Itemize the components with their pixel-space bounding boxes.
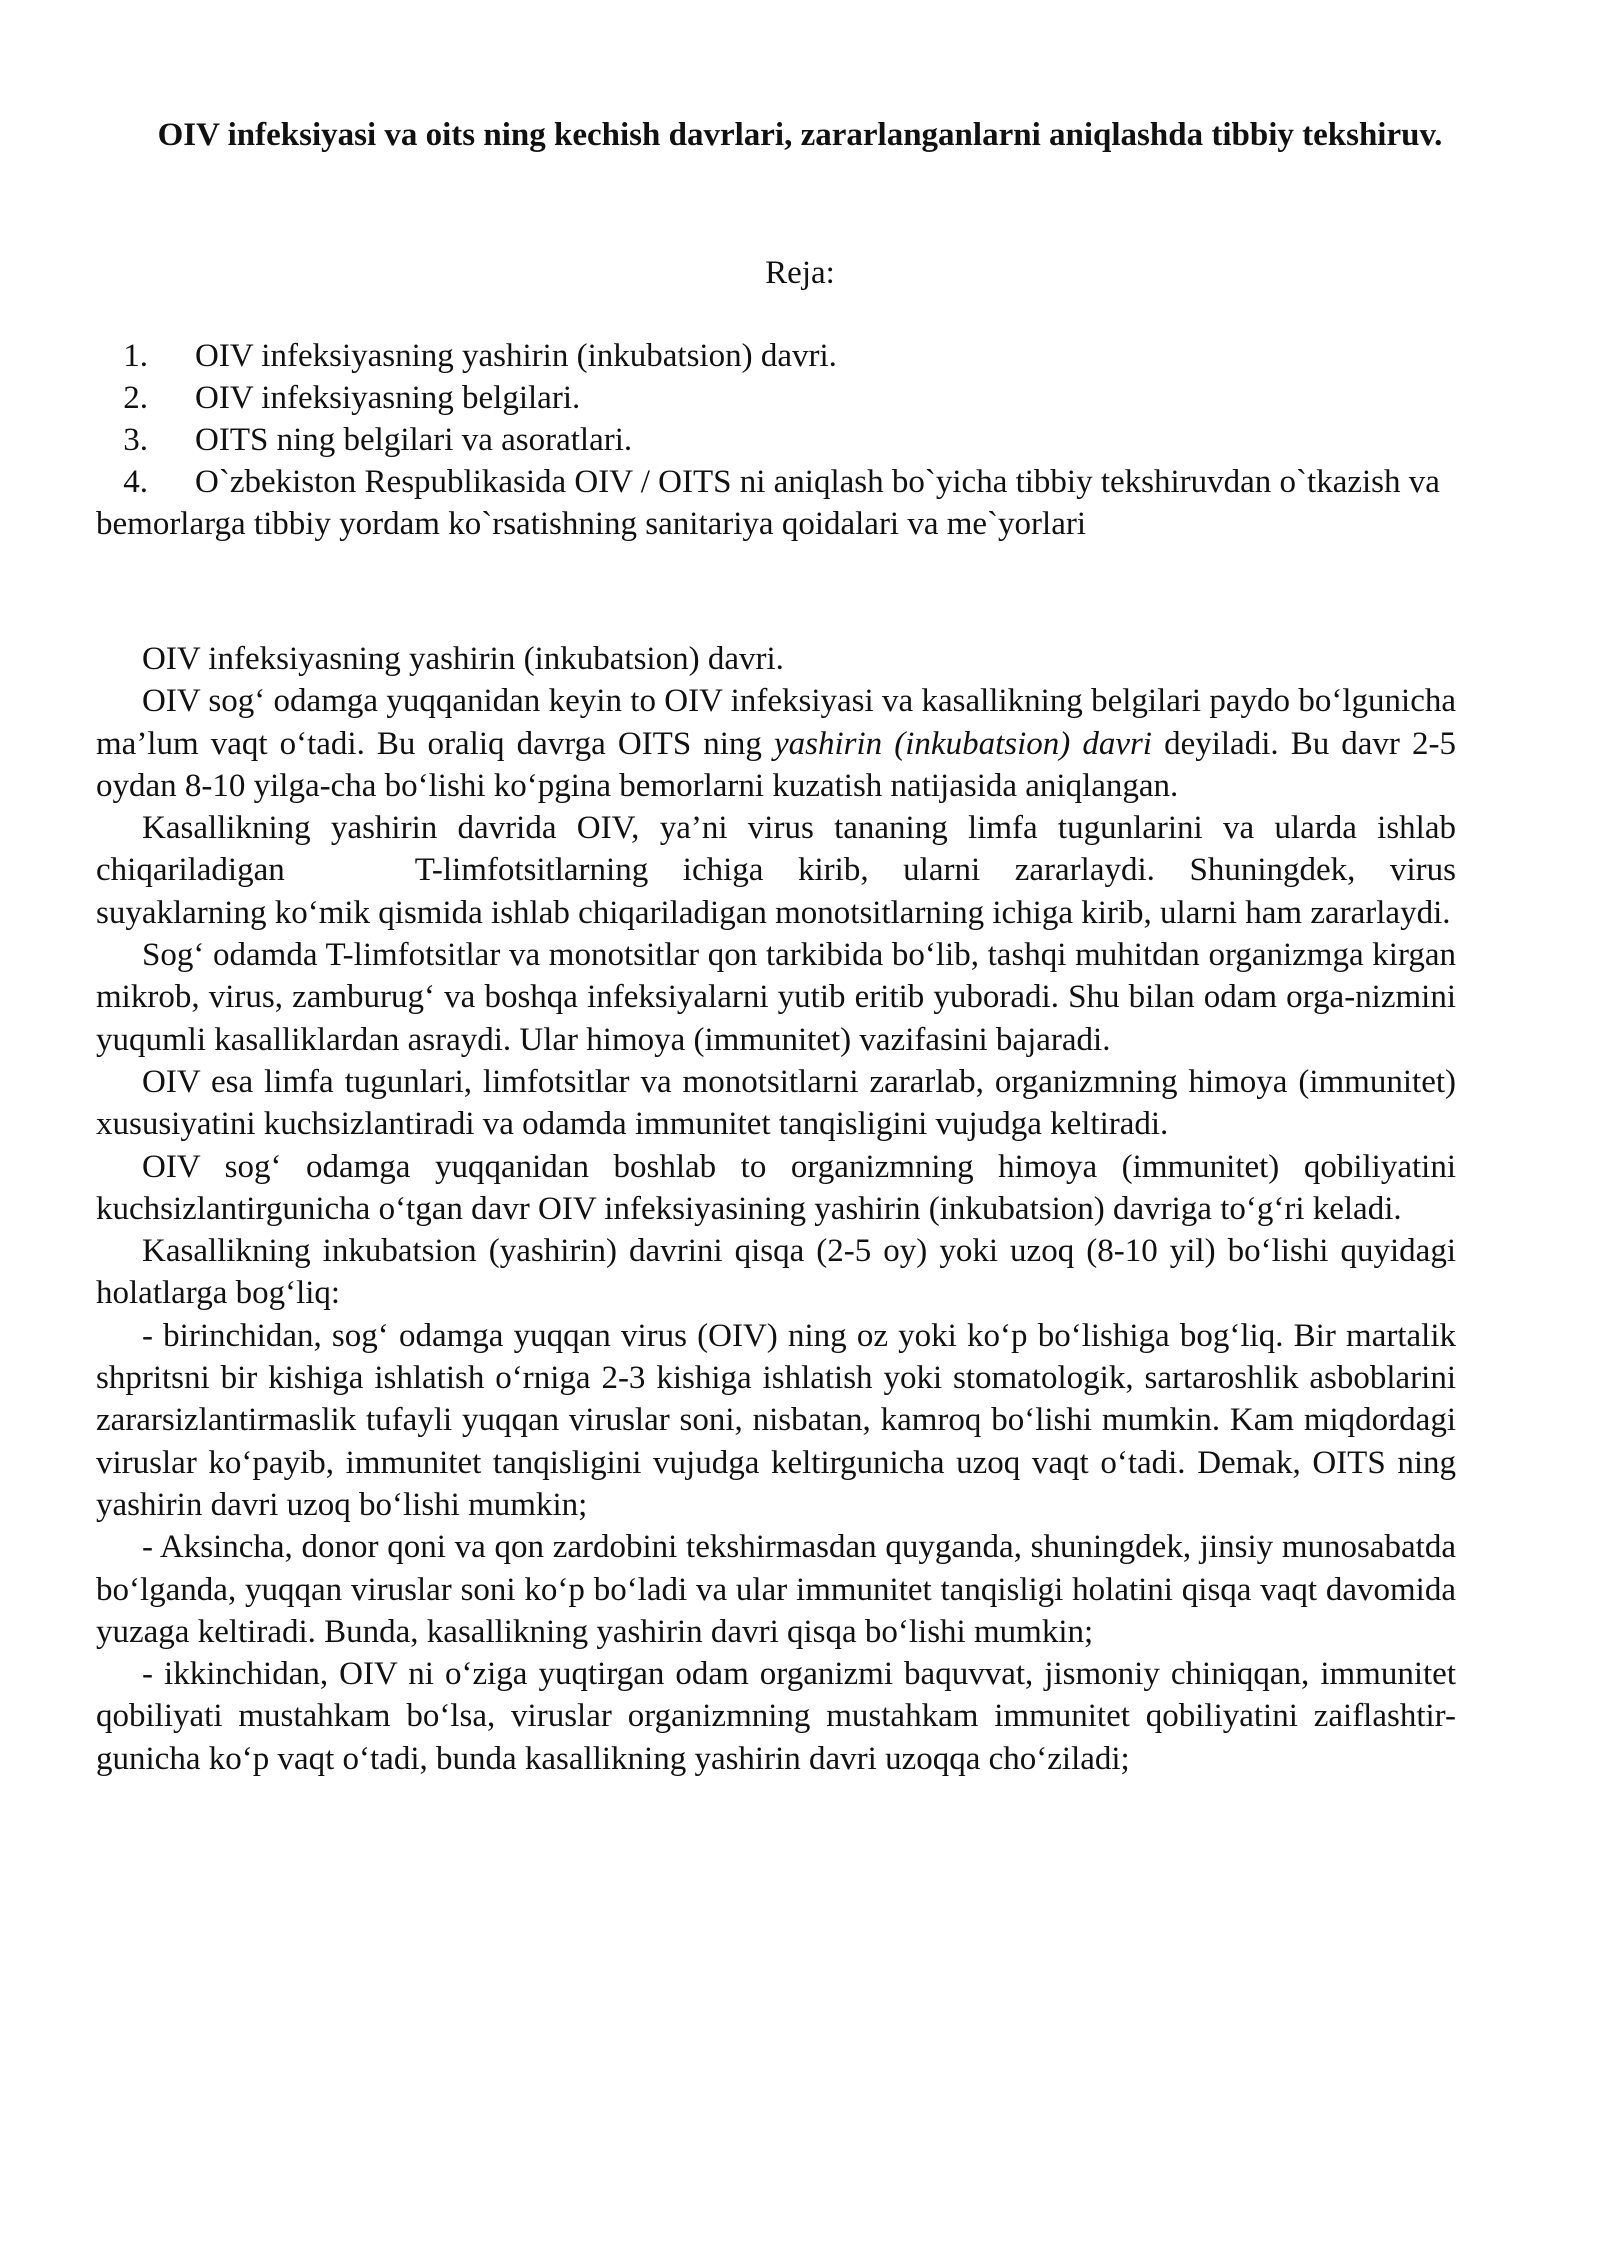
paragraph-text: OIV sog‘ odamga yuqqanidan keyin to OIV infeksiyasi va kasallikning belgilari paydo bo‘lgunicha ma’lum vaqt o‘tadi. Bu oraliq davrga OITS ning (96, 683, 1456, 762)
plan-item-number: 3. (123, 422, 148, 458)
plan-item-1 (96, 335, 1456, 377)
italic-term: yashirin (inkubatsion) davri (774, 725, 1152, 762)
plan-item-4 (0, 461, 1456, 545)
paragraph-8: - Aksincha, donor qoni va qon zardobini tekshirmasdan quyganda, shuningdek, jinsiy munosabatda bo‘lganda, yuqqan viruslar soni ko‘p bo‘ladi va ular immunitet tanqisligi holatini qisqa vaqt davomida yuzaga keltiradi. Bunda, kasallikning yashirin davri qisqa bo‘lishi mumkin; (96, 1529, 1456, 1650)
plan-heading: Reja: (765, 255, 835, 291)
plan-list (96, 335, 1456, 545)
paragraph-text: Kasallikning yashirin davrida OIV, ya’ni virus tananing limfa tugunlarini va ularda ishlab chiqariladigan (96, 810, 1456, 889)
plan-item-text: OITS ning belgilari va asoratlari. (195, 422, 633, 458)
paragraph-3: Sog‘ odamda T-limfotsitlar va monotsitlar qon tarkibida bo‘lib, tashqi muhitdan organizmga kirgan mikrob, virus, zamburug‘ va boshqa infeksiyalarni yutib eritib yuboradi. Shu bilan odam orga-nizmini yuqumli kasalliklardan asraydi. Ular himoya (immunitet) vazifasini bajaradi. (96, 937, 1456, 1058)
document-body (96, 638, 1456, 1780)
paragraph-4: OIV esa limfa tugunlari, limfotsitlar va monotsitlarni zararlab, organizmning himoya (immunitet) xususiyatini kuchsizlantiradi va odamda immunitet tanqisligini vujudga keltiradi. (96, 1063, 1456, 1143)
paragraph-2 (96, 807, 1456, 934)
plan-item-2 (96, 377, 1456, 419)
paragraph-6: Kasallikning inkubatsion (yashirin) davrini qisqa (2-5 oy) yoki uzoq (8-10 yil) bo‘lishi quyidagi holatlarga bog‘liq: (96, 1233, 1456, 1312)
plan-item-number: 1. (123, 338, 148, 374)
plan-item-text: O`zbekiston Respublikasida OIV / OITS ni aniqlash bo`yicha tibbiy tekshiruvdan o`tkazish va bemorlarga tibbiy yordam ko`rsatishning sanitariya qoidalari va me`yorlari (96, 464, 1440, 542)
paragraph-9: - ikkinchidan, OIV ni o‘ziga yuqtirgan odam organizmi baquvvat, jismoniy chiniqqan, immunitet qobiliyati mustahkam bo‘lsa, viruslar organizmning mustahkam immunitet qobiliyatini zaiflashtir-gunicha ko‘p vaqt o‘tadi, bunda kasallikning yashirin davri uzoqqa cho‘ziladi; (96, 1656, 1456, 1777)
section-heading: OIV infeksiyasning yashirin (inkubatsion) davri. (142, 641, 784, 677)
plan-item-3 (96, 419, 1456, 461)
plan-item-text: OIV infeksiyasning yashirin (inkubatsion) davri. (195, 338, 837, 374)
paragraph-7: - birinchidan, sog‘ odamga yuqqan virus (OIV) ning oz yoki ko‘p bo‘lishiga bog‘liq. Bir martalik shpritsni bir kishiga ishlatish o‘rniga 2-3 kishiga ishlatish yoki stomatologik, sartaroshlik asboblarini zararsizlantirmaslik tufayli yuqqan viruslar soni, nisbatan, kamroq bo‘lishi mumkin. Kam miqdordagi viruslar ko‘payib, immunitet tanqisligini vujudga keltirgunicha uzoq vaqt o‘tadi. Demak, OITS ning yashirin davri uzoq bo‘lishi mumkin; (96, 1317, 1456, 1523)
document-title: OIV infeksiyasi va oits ning kechish davrlari, zararlanganlarni aniqlashda tibbiy tekshiruv. (157, 117, 1443, 153)
paragraph-5: OIV sog‘ odamga yuqqanidan boshlab to organizmning himoya (immunitet) qobiliyatini kuchsizlantirgunicha o‘tgan davr OIV infeksiyasining yashirin (inkubatsion) davriga to‘g‘ri keladi. (96, 1148, 1456, 1227)
plan-item-number: 2. (123, 380, 148, 416)
plan-item-number: 4. (123, 464, 148, 500)
paragraph-text: deyiladi. Bu davr 2-5 oydan 8-10 yilga-cha bo‘lishi ko‘pgina bemorlarni kuzatish natijasida aniqlangan. (96, 725, 1456, 804)
paragraph-text: T-limfotsitlarning ichiga kirib, ularni zararlaydi. Shuningdek, virus suyaklarning ko‘mik qismida ishlab chiqariladigan monotsitlarning ichiga kirib, ularni ham zararlaydi. (96, 852, 1456, 931)
paragraph-1 (96, 680, 1456, 807)
plan-item-text: OIV infeksiyasning belgilari. (195, 380, 581, 416)
